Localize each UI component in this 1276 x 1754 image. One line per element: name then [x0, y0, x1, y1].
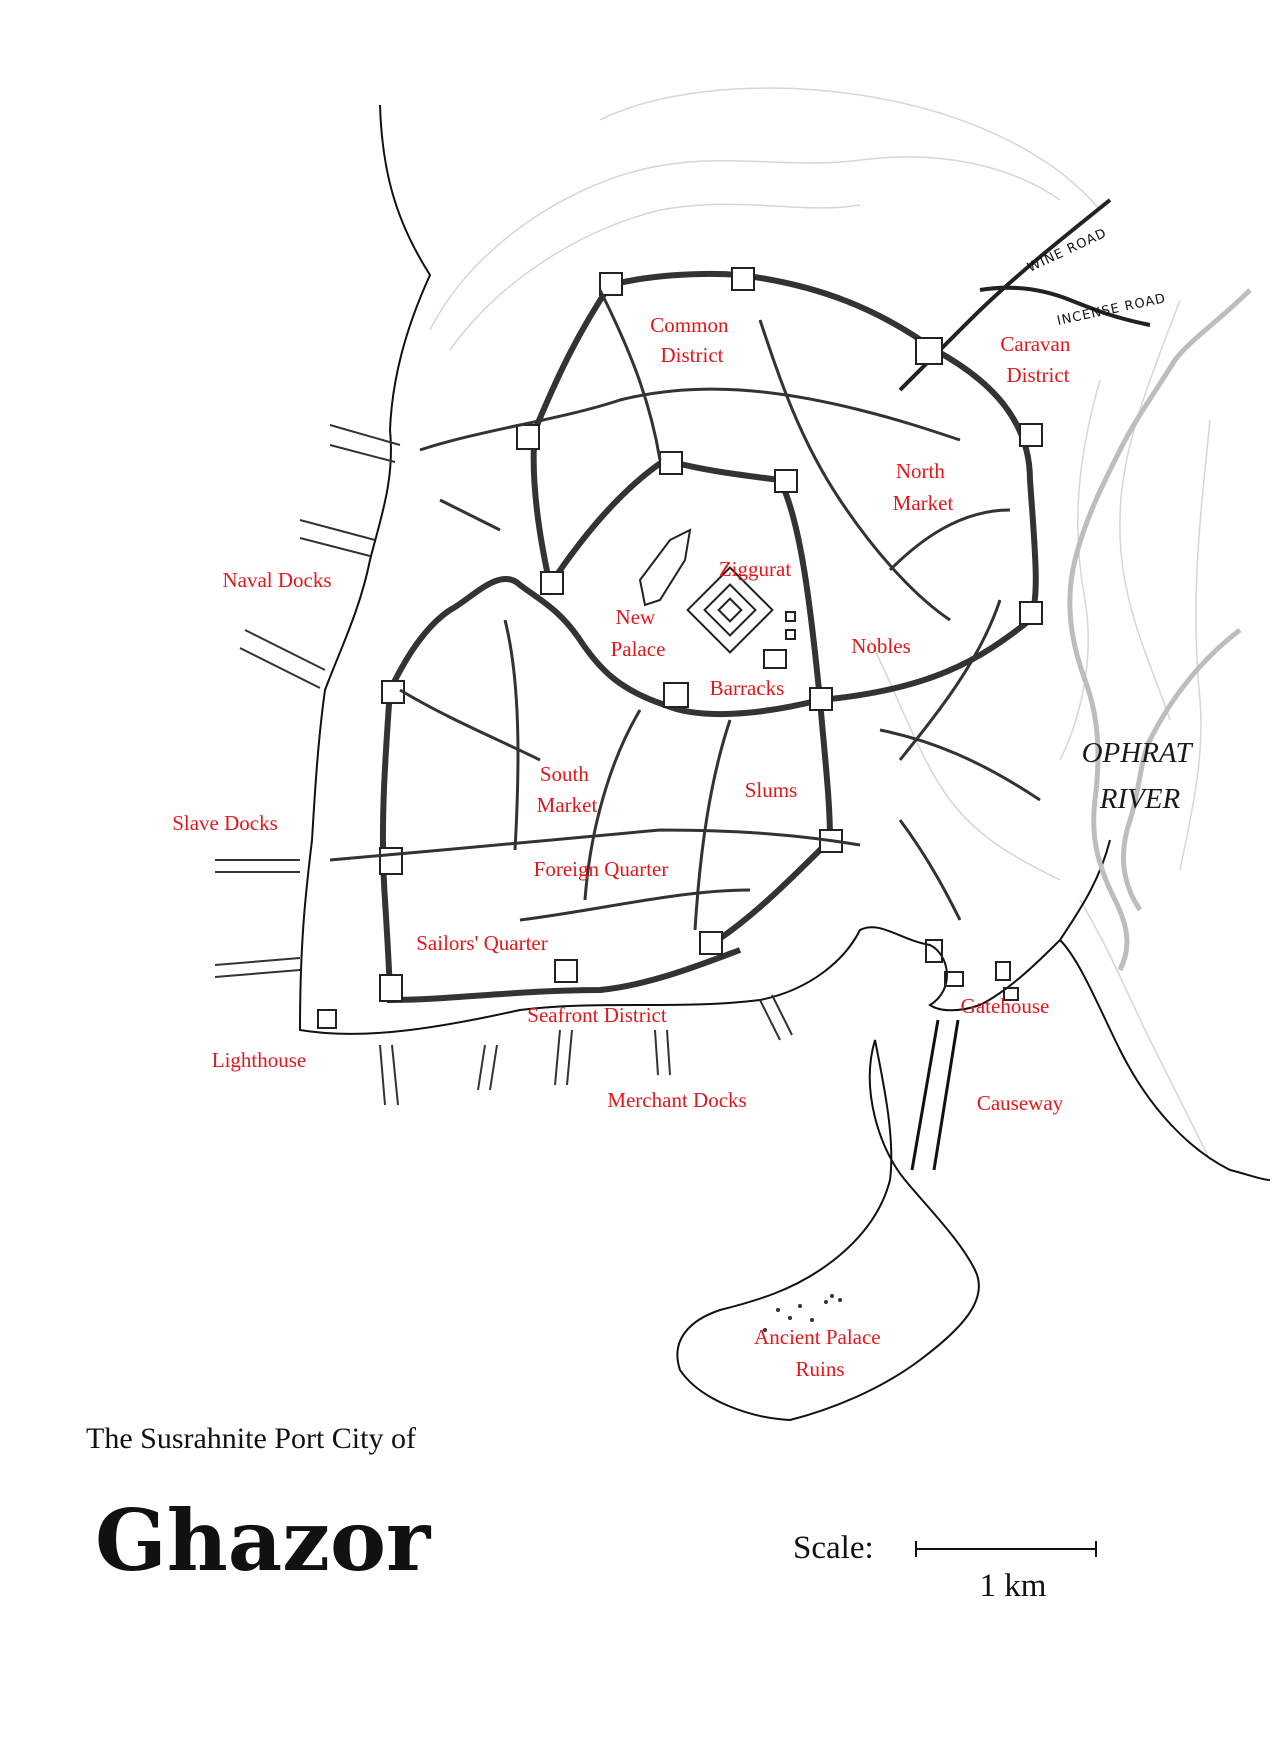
docks: [215, 425, 792, 1105]
wall-towers: [318, 268, 1042, 1028]
label-slave-docks: Slave Docks: [172, 811, 278, 835]
label-common-district: Common District: [650, 313, 729, 367]
label-north-market: North Market: [892, 459, 954, 515]
label-nobles: Nobles: [851, 634, 911, 658]
label-causeway: Causeway: [976, 1091, 1064, 1115]
label-caravan-district: Caravan District: [1000, 332, 1071, 387]
label-gatehouse: Gatehouse: [960, 994, 1050, 1018]
river-label: OPHRAT RIVER: [1081, 737, 1192, 815]
label-south-market: South Market: [536, 762, 598, 817]
gatehouse-structure: [926, 940, 1018, 1000]
scale-value: 1 km: [979, 1568, 1047, 1604]
causeway-structure: [912, 1020, 958, 1170]
contour-lines: [430, 88, 1210, 1160]
label-barracks: Barracks: [709, 676, 785, 700]
label-ancient-palace-ruins: Ancient Palace Ruins: [754, 1325, 881, 1381]
label-sailors-quarter: Sailors' Quarter: [416, 931, 548, 955]
label-naval-docks: Naval Docks: [222, 568, 332, 592]
scale-bar: [916, 1541, 1096, 1557]
label-merchant-docks: Merchant Docks: [607, 1088, 747, 1112]
map-title: Ghazor: [95, 1491, 431, 1590]
label-lighthouse: Lighthouse: [211, 1048, 307, 1072]
map-subtitle: The Susrahnite Port City of: [86, 1422, 416, 1455]
streets: [330, 290, 1040, 930]
label-new-palace: New Palace: [610, 605, 666, 661]
label-foreign-quarter: Foreign Quarter: [533, 857, 669, 881]
label-ziggurat: Ziggurat: [718, 557, 792, 581]
scale-label: Scale:: [793, 1530, 874, 1566]
incense-road-label: INCENSE ROAD: [1055, 291, 1168, 329]
wine-road-label: WINE ROAD: [1025, 225, 1110, 276]
label-seafront-district: Seafront District: [527, 1003, 667, 1027]
label-slums: Slums: [744, 778, 798, 802]
